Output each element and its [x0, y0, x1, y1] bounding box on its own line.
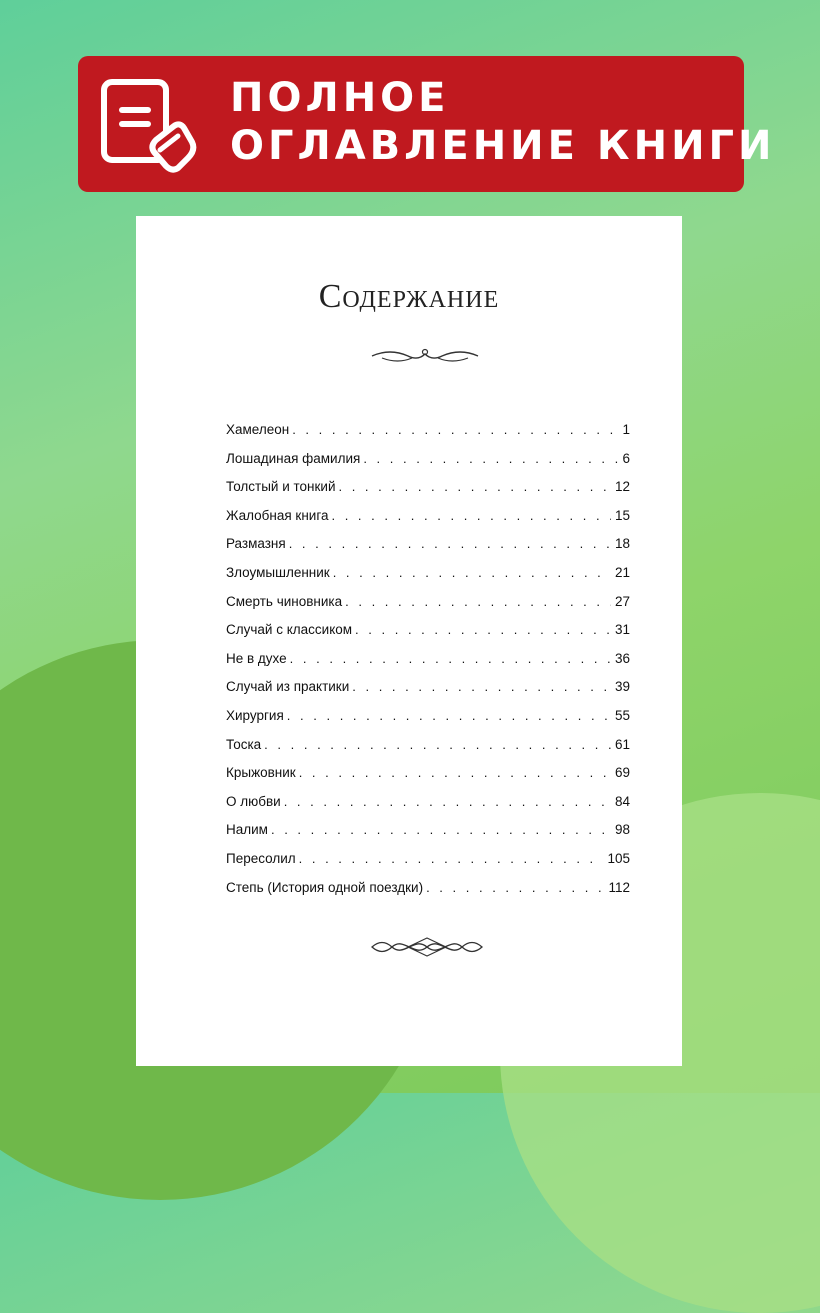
dot-leader: [284, 794, 611, 809]
dot-leader: [345, 594, 611, 609]
page-title: Содержание: [318, 278, 500, 315]
toc-entry-page: 98: [614, 822, 630, 838]
toc-entry-page: 31: [614, 622, 630, 638]
toc-entry-title: Лошадиная фамилия: [226, 450, 361, 466]
toc-entry-page: 21: [614, 564, 630, 580]
dot-leader: [331, 508, 611, 523]
toc-entry-page: 27: [614, 593, 630, 609]
dot-leader: [292, 422, 618, 437]
header-banner: [78, 56, 776, 192]
toc-entry-title: Случай из практики: [226, 679, 350, 695]
dot-leader: [289, 536, 611, 551]
toc-entry[interactable]: [226, 880, 630, 909]
toc-entry[interactable]: [226, 708, 630, 737]
dot-leader: [426, 880, 604, 895]
toc-entry-title: Злоумышленник: [226, 564, 330, 580]
toc-entry-page: 6: [622, 450, 630, 466]
banner-heading: [230, 74, 776, 170]
toc-entry-title: Случай с классиком: [226, 622, 353, 638]
toc-entry-page: 1: [622, 422, 630, 437]
toc-entry[interactable]: [226, 651, 630, 680]
toc-entry-page: 55: [614, 707, 630, 723]
dot-leader: [264, 737, 611, 752]
toc-entry[interactable]: [226, 536, 630, 565]
ornament-divider-top: [370, 346, 480, 366]
toc-entry-title: Налим: [226, 822, 268, 838]
book-hand-icon: [98, 76, 198, 176]
toc-entry[interactable]: [226, 794, 630, 823]
toc-entry[interactable]: [226, 565, 630, 594]
toc-entry-page: 105: [607, 850, 630, 866]
book-page: [136, 216, 682, 1066]
toc-entry[interactable]: [226, 851, 630, 880]
toc-entry[interactable]: [226, 622, 630, 651]
toc-entry-title: Пересолил: [226, 850, 296, 866]
toc-entry-title: Крыжовник: [226, 765, 296, 781]
toc-entry-title: О любви: [226, 793, 281, 809]
dot-leader: [287, 708, 611, 723]
toc-entry-page: 18: [614, 536, 630, 552]
dot-leader: [271, 822, 611, 837]
table-of-contents: [226, 422, 630, 908]
toc-entry[interactable]: [226, 737, 630, 766]
toc-entry-page: 39: [614, 679, 630, 695]
toc-entry[interactable]: [226, 422, 630, 451]
toc-entry[interactable]: [226, 679, 630, 708]
banner-line-2: ОГЛАВЛЕНИЕ КНИГИ: [230, 123, 776, 169]
toc-entry-title: Тоска: [226, 736, 262, 752]
toc-entry-page: 12: [614, 479, 630, 495]
toc-entry-page: 61: [614, 736, 630, 752]
dot-leader: [355, 622, 611, 637]
banner-line-1: ПОЛНОЕ: [230, 75, 450, 121]
toc-entry-title: Хирургия: [226, 707, 284, 723]
toc-entry-page: 15: [614, 507, 630, 523]
ornament-divider-bottom: [368, 934, 486, 960]
toc-entry-page: 36: [614, 650, 630, 666]
toc-entry-title: Размазня: [226, 536, 286, 552]
dot-leader: [299, 851, 604, 866]
toc-entry-title: Не в духе: [226, 650, 287, 666]
toc-entry[interactable]: [226, 765, 630, 794]
toc-entry-title: Хамелеон: [226, 422, 290, 437]
toc-entry-title: Смерть чиновника: [226, 593, 343, 609]
dot-leader: [299, 765, 611, 780]
dot-leader: [352, 679, 611, 694]
toc-entry-page: 69: [614, 765, 630, 781]
toc-entry-title: Степь (История одной поездки): [226, 879, 424, 895]
toc-entry[interactable]: [226, 479, 630, 508]
toc-entry[interactable]: [226, 594, 630, 623]
toc-entry-title: Толстый и тонкий: [226, 479, 336, 495]
toc-entry-title: Жалобная книга: [226, 507, 329, 523]
toc-entry[interactable]: [226, 508, 630, 537]
dot-leader: [363, 451, 618, 466]
toc-entry[interactable]: [226, 451, 630, 480]
dot-leader: [333, 565, 611, 580]
toc-entry[interactable]: [226, 822, 630, 851]
toc-entry-page: 112: [608, 879, 630, 895]
dot-leader: [290, 651, 611, 666]
dot-leader: [338, 479, 610, 494]
toc-entry-page: 84: [614, 793, 630, 809]
